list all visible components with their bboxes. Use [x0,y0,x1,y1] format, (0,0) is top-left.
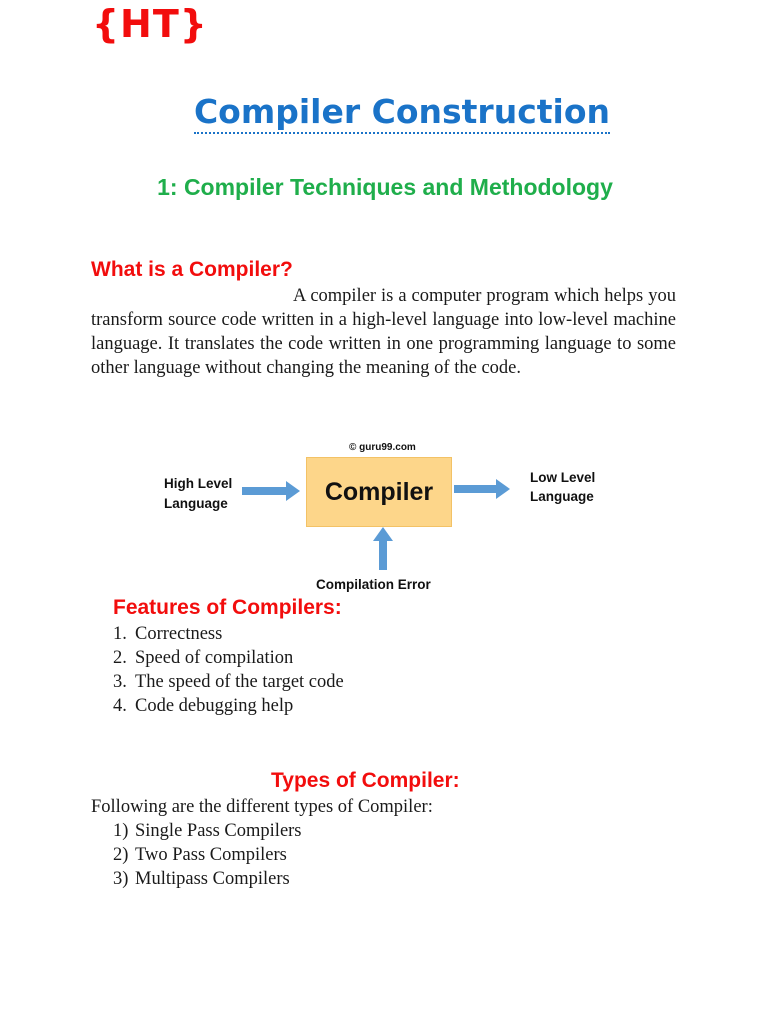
input-arrow-icon [240,480,302,502]
error-arrow-icon [372,526,394,572]
list-item-text: Code debugging help [135,696,294,716]
types-list [113,819,302,891]
types-heading: Types of Compiler: [271,769,460,792]
page-title [0,92,768,131]
list-item [113,694,344,718]
list-item-number: 3. [113,672,127,692]
what-is-heading: What is a Compiler? [91,258,293,281]
list-item [113,819,302,843]
list-item-number: 2. [113,648,127,668]
what-is-paragraph [91,284,676,380]
list-item-number: 3) [113,869,129,889]
list-item-text: Multipass Compilers [135,869,290,889]
output-line-2: Language [530,489,594,504]
output-line-1: Low Level [530,470,596,485]
list-item-text: Speed of compilation [135,648,294,668]
section-subtitle: 1: Compiler Techniques and Methodology [157,174,613,200]
output-arrow-icon [452,478,512,500]
diagram-output-label [530,468,595,506]
list-item [113,646,344,670]
compiler-box: Compiler [306,457,452,527]
types-intro: Following are the different types of Compiler: [91,797,433,817]
list-item-text: Single Pass Compilers [135,821,302,841]
logo: {HT} [92,2,208,46]
input-line-1: High Level [164,476,233,491]
diagram-input-label [164,474,232,514]
list-item-text: The speed of the target code [135,672,344,692]
list-item-text: Correctness [135,624,223,644]
list-item-number: 2) [113,845,129,865]
list-item-text: Two Pass Compilers [135,845,287,865]
page-title-text: Compiler Construction [194,92,610,134]
features-heading: Features of Compilers: [113,596,342,619]
diagram-watermark: © guru99.com [349,442,416,453]
list-item [113,843,302,867]
list-item [113,867,302,891]
list-item [113,670,344,694]
list-item-number: 1) [113,821,129,841]
list-item [113,622,344,646]
list-item-number: 4. [113,696,127,716]
input-line-2: Language [164,496,228,511]
what-is-text: A compiler is a computer program which helps you transform source code written in a high-level language into low-level machine language. It translates the code written in one programming language to some other language without changing the meaning of the code. [91,286,676,378]
features-list [113,622,344,718]
diagram-error-label: Compilation Error [316,577,431,592]
list-item-number: 1. [113,624,127,644]
